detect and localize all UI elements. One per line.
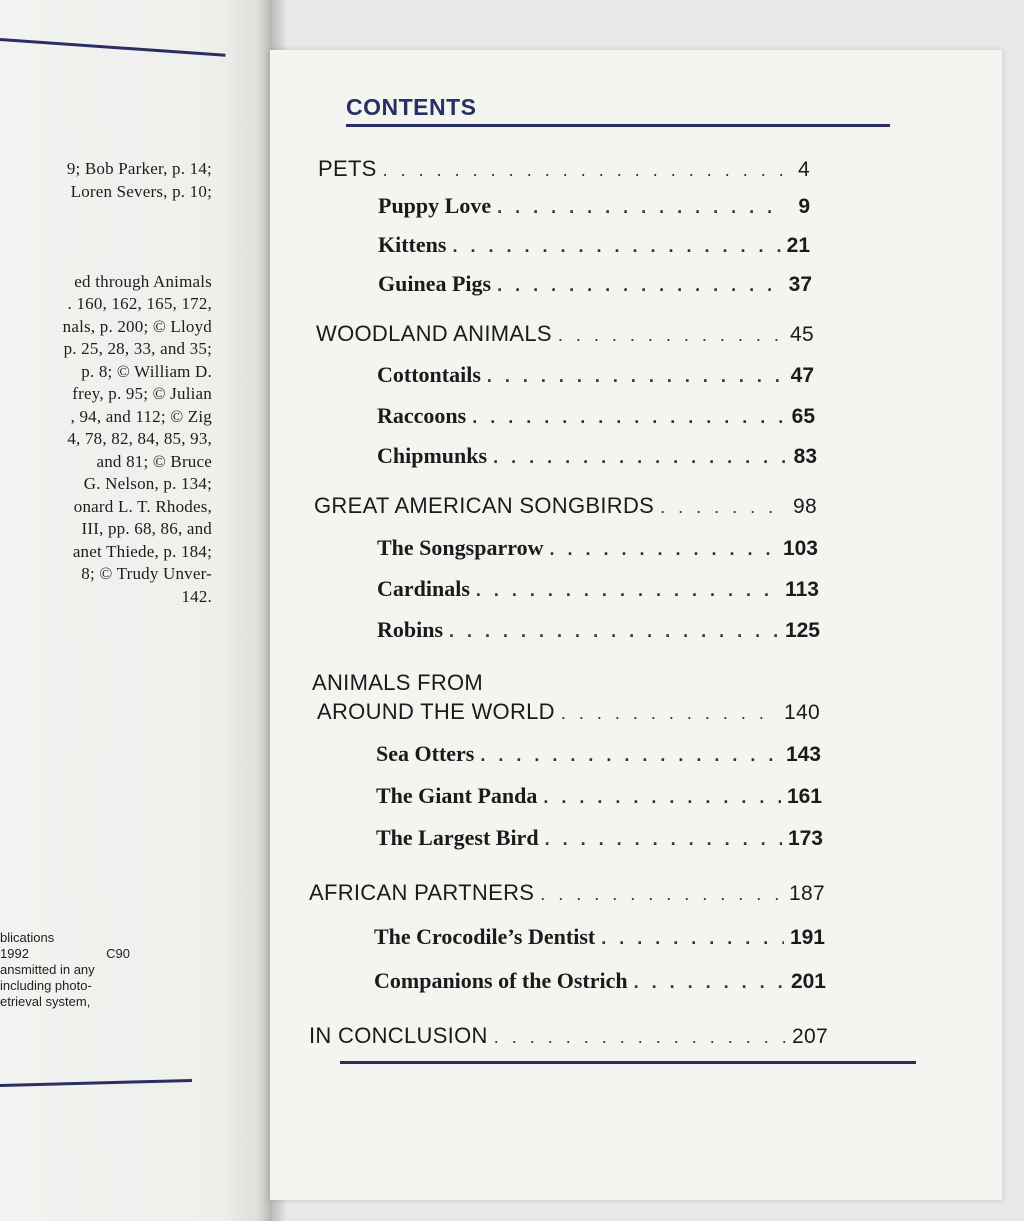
leader-dots (634, 972, 785, 993)
credit-line: 142. (181, 586, 212, 606)
leader-dots (472, 407, 785, 428)
leader-dots (476, 580, 779, 601)
credit-line: 4, 78, 82, 84, 85, 93, (67, 429, 212, 448)
chapter-title: Cardinals (377, 576, 470, 601)
leader-dots (497, 197, 784, 218)
credit-line: 9; Bob Parker, p. 14; (66, 159, 212, 178)
leader-dots (549, 539, 776, 560)
section-title: AFRICAN PARTNERS (309, 880, 535, 905)
toc-chapter (377, 362, 814, 388)
leader-dots (452, 236, 780, 257)
copyright-line: ansmitted in any (0, 962, 95, 977)
leader-dots (449, 621, 779, 642)
chapter-title: Sea Otters (376, 741, 475, 766)
section-title: GREAT AMERICAN SONGBIRDS (314, 493, 655, 518)
page-number: 113 (785, 578, 819, 601)
copyright-notice (0, 930, 130, 1010)
toc-chapter (374, 968, 826, 994)
toc-chapter (377, 617, 820, 643)
toc-chapter (378, 271, 812, 297)
credit-line (0, 203, 212, 226)
page-number: 187 (789, 882, 825, 905)
contents-bottom-rule (340, 1061, 916, 1064)
chapter-title: Chipmunks (377, 443, 488, 468)
leader-dots (487, 366, 785, 387)
page-number: 103 (782, 537, 818, 560)
leader-dots (497, 275, 783, 296)
leader-dots (543, 787, 781, 808)
toc-section-great-american-songbirds (314, 493, 817, 519)
page-number: 21 (786, 234, 810, 257)
copyright-line: etrieval system, (0, 994, 91, 1009)
credit-line: anet Thiede, p. 184; (72, 541, 212, 561)
chapter-title: Companions of the Ostrich (374, 968, 628, 993)
credit-line: 8; © Trudy Unver- (81, 564, 212, 583)
page-number: 45 (790, 323, 814, 346)
section-title: IN CONCLUSION (309, 1023, 488, 1048)
toc-chapter (377, 576, 819, 602)
leader-dots (561, 703, 778, 724)
leader-dots (480, 745, 780, 766)
section-title-line2: AROUND THE WORLD (317, 699, 555, 724)
page-number: 161 (786, 785, 822, 808)
leader-dots (493, 447, 788, 468)
page-number: 9 (798, 195, 810, 218)
page-number: 47 (790, 364, 814, 387)
print-code: C90 (106, 946, 130, 961)
credit-line: , 94, and 112; © Zig (70, 406, 212, 426)
credit-line: frey, p. 95; © Julian (72, 384, 212, 403)
toc-section-woodland-animals (316, 321, 814, 347)
credit-line: III, pp. 68, 86, and (81, 519, 212, 538)
toc-chapter (376, 741, 821, 767)
copyright-line: including photo- (0, 978, 92, 993)
page-number: 140 (784, 701, 820, 724)
leader-dots (601, 928, 784, 949)
toc-chapter (376, 783, 822, 809)
credit-line: and 81; © Bruce (96, 451, 212, 471)
page-number: 125 (784, 619, 820, 642)
toc-chapter (377, 535, 818, 561)
chapter-title: The Giant Panda (376, 783, 538, 808)
toc-chapter (377, 403, 815, 429)
chapter-title: Guinea Pigs (378, 271, 492, 296)
leader-dots (494, 1027, 786, 1048)
credit-line (0, 226, 212, 249)
toc-chapter (377, 443, 817, 469)
page-number: 143 (785, 743, 821, 766)
toc-chapter (374, 924, 825, 950)
left-bottom-rule (0, 1079, 192, 1087)
chapter-title: The Largest Bird (376, 825, 539, 850)
page-number: 207 (792, 1025, 828, 1048)
credit-line: p. 8; © William D. (81, 361, 212, 381)
toc-section-african-partners (309, 880, 825, 906)
page-number: 201 (790, 970, 826, 993)
credit-line: p. 25, 28, 33, and 35; (63, 339, 212, 358)
page-number: 98 (793, 495, 817, 518)
page-number: 37 (788, 273, 812, 296)
toc-section-in-conclusion (309, 1023, 828, 1049)
page-number: 65 (791, 405, 815, 428)
credit-line: Loren Severs, p. 10; (70, 181, 212, 201)
toc-chapter (378, 232, 810, 258)
credit-line: ed through Animals (74, 271, 212, 291)
toc-section-pets (318, 156, 810, 182)
left-page (0, 0, 272, 1221)
section-title: WOODLAND ANIMALS (316, 321, 552, 346)
copyright-line: blications (0, 930, 55, 945)
credit-line: G. Nelson, p. 134; (83, 474, 212, 493)
page-number: 83 (793, 445, 817, 468)
contents-top-rule (346, 124, 890, 127)
credit-line (0, 248, 212, 271)
leader-dots (383, 160, 784, 181)
chapter-title: Robins (377, 617, 444, 642)
chapter-title: Raccoons (377, 403, 467, 428)
page-number: 4 (798, 158, 810, 181)
chapter-title: Cottontails (377, 362, 481, 387)
page-number: 173 (787, 827, 823, 850)
photo-credits (0, 158, 212, 608)
contents-title: CONTENTS (346, 94, 477, 120)
chapter-title: Puppy Love (378, 193, 492, 218)
leader-dots (660, 497, 787, 518)
credit-line: nals, p. 200; © Lloyd (62, 316, 212, 336)
toc-chapter (376, 825, 823, 851)
leader-dots (558, 325, 784, 346)
chapter-title: Kittens (378, 232, 447, 257)
chapter-title: The Crocodile’s Dentist (374, 924, 596, 949)
section-title: PETS (318, 156, 377, 181)
chapter-title: The Songsparrow (377, 535, 544, 560)
toc-section-animals-from-around-the-world (317, 699, 820, 725)
leader-dots (545, 829, 782, 850)
section-title-line1: ANIMALS FROM (312, 670, 484, 695)
toc-chapter (378, 193, 810, 219)
credit-line: . 160, 162, 165, 172, (67, 294, 212, 313)
credit-line: onard L. T. Rhodes, (73, 496, 212, 516)
copyright-year: 1992 (0, 946, 29, 961)
left-top-rule (0, 38, 226, 57)
page-number: 191 (789, 926, 825, 949)
leader-dots (540, 884, 783, 905)
